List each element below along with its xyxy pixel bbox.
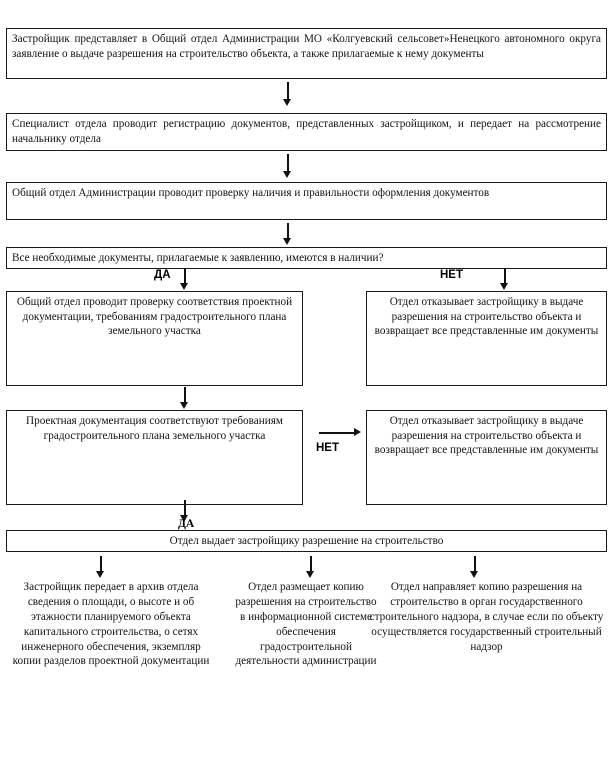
node-isogd-text: Отдел размещает копию разрешения на строительство в информационной системе обеспечения градостроительной деятельности администрации: [235, 581, 377, 668]
arrow-check-project-to-decision-project: [180, 387, 189, 409]
node-registration: [6, 113, 607, 151]
node-decision-documents: [6, 247, 607, 269]
node-refusal-project: [366, 410, 607, 505]
node-decision-project-text: Проектная документация соответствуют требованиям градостроительного плана земельного участка: [26, 415, 283, 442]
arrow-no-project: [319, 428, 361, 437]
node-supervision-text: Отдел направляет копию разрешения на строительство в орган государственного строительного надзора, в случае если по объекту осуществляется государственный строительный надзор: [369, 581, 604, 653]
arrow-permit-to-archive: [96, 556, 105, 578]
node-refusal-documents: [366, 291, 607, 386]
node-isogd: [233, 580, 379, 669]
arrow-yes-documents: [180, 268, 189, 290]
node-refusal-project-text: Отдел отказывает застройщику в выдаче разрешения на строительство объекта и возвращает все представленные им документы: [374, 415, 599, 457]
node-check-project-text: Общий отдел проводит проверку соответствия проектной документации, требованиям градостроительного плана земельного участка: [16, 296, 293, 338]
arrow-permit-to-isogd: [306, 556, 315, 578]
node-registration-text: Специалист отдела проводит регистрацию документов, представленных застройщиком, и передает на рассмотрение начальнику отдела: [12, 118, 601, 145]
node-decision-documents-text: Все необходимые документы, прилагаемые к заявлению, имеются в наличии?: [12, 252, 384, 264]
node-check-documents: [6, 182, 607, 220]
arrow-no-documents: [500, 268, 509, 290]
branch-label-no-documents: НЕТ: [440, 269, 463, 281]
node-permit-issued-text: Отдел выдает застройщику разрешение на строительство: [169, 535, 444, 547]
node-check-project: [6, 291, 303, 386]
node-archive-text: Застройщик передает в архив отдела сведения о площади, о высоте и об этажности планируемого объекта капитального строительства, о сетях инженерного обеспечения, экземпляр копии разделов проектной документации: [12, 581, 210, 668]
node-application-text: Застройщик представляет в Общий отдел Администрации МО «Колгуевский сельсовет»Ненецкого автономного округа заявление о выдаче разрешения на строительство объекта, а также прилагаемые к нему документы: [12, 33, 601, 60]
node-supervision: [366, 580, 607, 654]
branch-label-yes-documents: ДА: [154, 269, 171, 281]
arrow-permit-to-supervision: [470, 556, 479, 578]
branch-label-no-project: НЕТ: [316, 442, 339, 454]
node-application: [6, 28, 607, 79]
node-decision-project: [6, 410, 303, 505]
branch-label-yes-project: ДА: [178, 518, 195, 530]
node-archive: [10, 580, 212, 669]
node-refusal-documents-text: Отдел отказывает застройщику в выдаче разрешения на строительство объекта и возвращает все представленные им документы: [374, 296, 599, 338]
arrow-application-to-registration: [283, 82, 292, 106]
node-check-documents-text: Общий отдел Администрации проводит проверку наличия и правильности оформления документов: [12, 187, 490, 199]
arrow-check-to-decision: [283, 223, 292, 245]
arrow-registration-to-check: [283, 154, 292, 178]
node-permit-issued: [6, 530, 607, 552]
